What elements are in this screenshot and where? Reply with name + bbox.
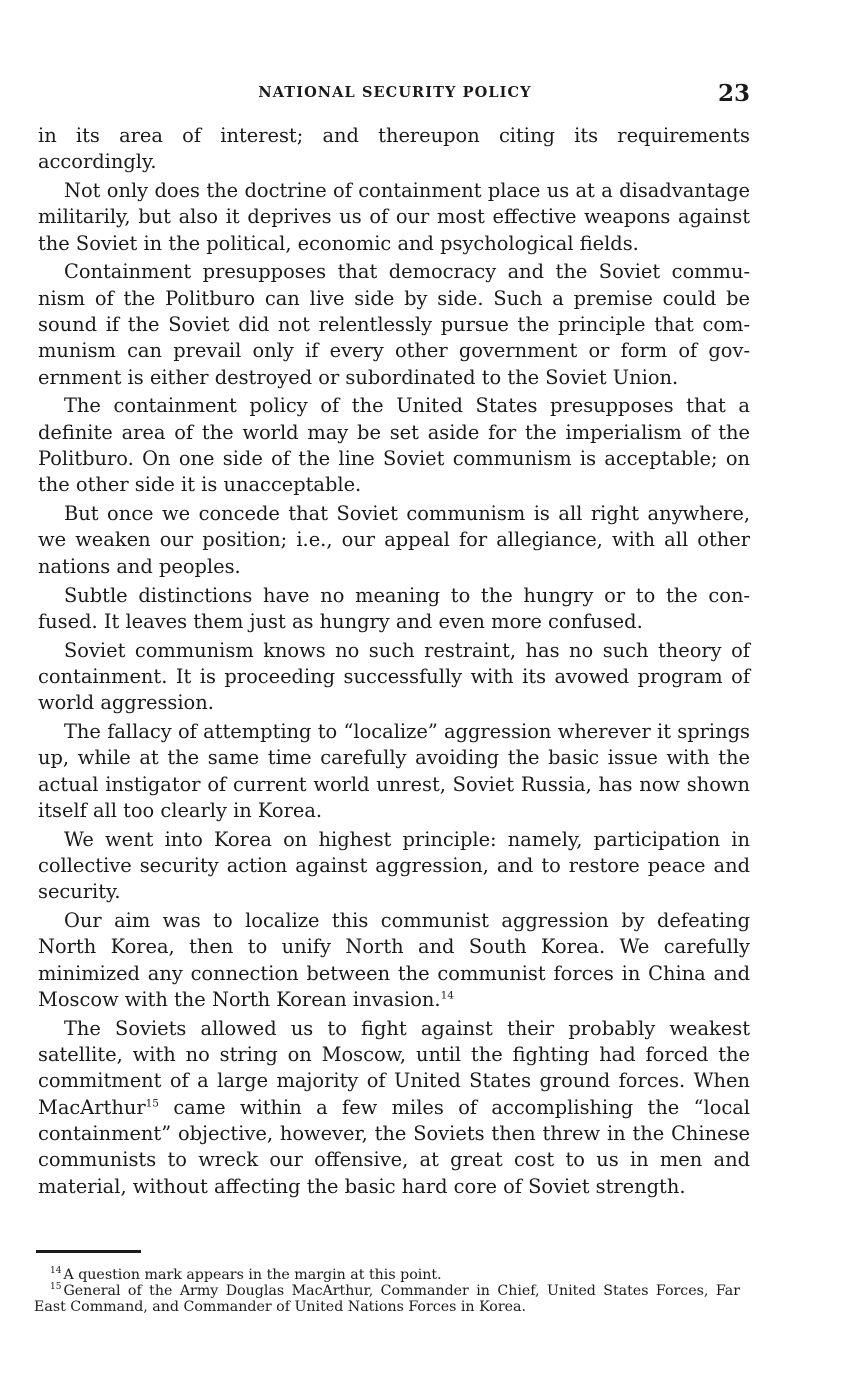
paragraph [38, 1016, 750, 1200]
paragraph: Not only does the doctrine of containment place us at a disadvantage militarily, but also it deprives us of our most effective weapons against the Soviet in the political, economic and psychological fields. [38, 179, 750, 255]
paragraph: The fallacy of attempting to “localize” aggression wherever it springs up, while at the same time carefully avoiding the basic issue with the actual instigator of current world unrest, Soviet Russia, has now shown itself all too clearly in Korea. [38, 720, 750, 822]
paragraph: Containment presupposes that democracy and the Soviet communism of the Politburo can live side by side. Such a premise could be sound if the Soviet did not relentlessly pursue the principle that communism can prevail only if every other government or form of government is either destroyed or subordinated to the Soviet Union. [38, 260, 750, 389]
body-text [38, 123, 750, 1202]
page-number: 23 [717, 80, 750, 107]
paragraph-text: The Soviets allowed us to fight against their probably weakest satellite, with no string on Moscow, until the fighting had forced the commitment of a large majority of United States ground forces. When MacArthur [38, 1016, 750, 1119]
paragraph-text: Our aim was to localize this communist aggression by defeating North Korea, then to unify North and South Korea. We carefully minimized any connection between the communist forces in China and Moscow with the North Korean invasion. [38, 909, 750, 1011]
footnote [34, 1284, 740, 1316]
footnote-reference: 14 [440, 989, 454, 1002]
footnote-reference: 15 [145, 1097, 159, 1110]
paragraph-text: came within a few miles of accomplishing the “local containment” objective, however, the Soviets then threw in the Chinese communists to wreck our offensive, at great cost to us in men and material, without affecting the basic hard core of Soviet strength. [38, 1095, 750, 1198]
footnote-divider [36, 1250, 141, 1253]
paragraph [38, 908, 750, 1013]
footnote [34, 1268, 740, 1284]
footnote-text: A question mark appears in the margin at this point. [63, 1267, 442, 1283]
paragraph: The containment policy of the United States presupposes that a definite area of the world may be set aside for the imperialism of the Politburo. On one side of the line Soviet communism is acceptable; on the other side it is unacceptable. [38, 394, 750, 497]
paragraph: But once we concede that Soviet communism is all right anywhere, we weaken our position; i.e., our appeal for allegiance, with all other nations and peoples. [38, 502, 750, 578]
running-title: NATIONAL SECURITY POLICY [258, 84, 532, 101]
footnotes [34, 1268, 740, 1315]
running-head [40, 80, 750, 110]
paragraph: Soviet communism knows no such restraint, has no such theory of containment. It is proceeding successfully with its avowed program of world aggression. [38, 638, 750, 715]
paragraph: We went into Korea on highest principle: namely, participation in collective security action against aggression, and to restore peace and security. [38, 827, 750, 904]
paragraph: in its area of interest; and thereupon citing its requirements accordingly. [38, 124, 750, 174]
footnote-mark: 15 [50, 1282, 62, 1293]
paragraph: Subtle distinctions have no meaning to the hungry or to the confused. It leaves them just as hungry and even more confused. [38, 583, 750, 633]
footnote-mark: 14 [50, 1266, 62, 1277]
footnote-text: General of the Army Douglas MacArthur, Commander in Chief, United States Forces, Far East Command, and Commander of United Nations Forces in Korea. [34, 1282, 740, 1315]
